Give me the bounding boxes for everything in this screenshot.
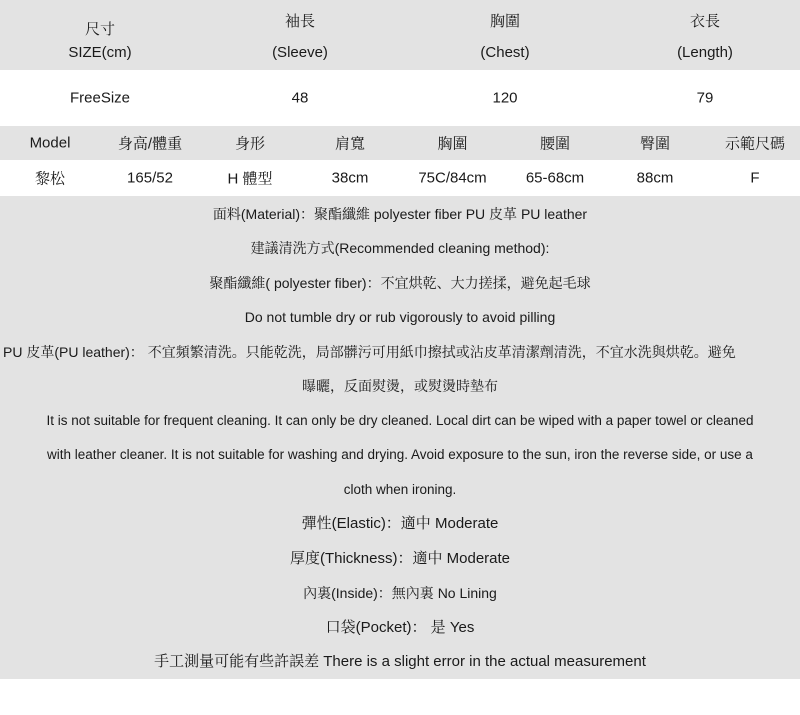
size-value: FreeSize (69, 89, 131, 107)
shoulder-header: 肩寬 (334, 135, 365, 153)
model-name: 黎松 (34, 170, 65, 188)
hip-value: 88cm (636, 169, 674, 187)
size-table-header (0, 0, 800, 70)
care-notes-panel (0, 196, 800, 679)
pu-care-en-line1: It is not suitable for frequent cleaning. It can only be dry cleaned. Local dirt can be wiped with a paper towel or cleaned (46, 413, 754, 428)
size-header-en: SIZE(cm) (68, 44, 132, 61)
pocket-note: 口袋(Pocket)： 是 Yes (325, 619, 475, 636)
measurement-error-note: 手工測量可能有些許誤差 There is a slight error in the actual measurement (154, 653, 646, 670)
polyester-care-zh: 聚酯纖維( polyester fiber)：不宜烘乾、大力搓揉，避免起毛球 (209, 275, 591, 291)
elastic-note: 彈性(Elastic)：適中 Moderate (301, 515, 499, 532)
size-header-zh: 尺寸 (84, 21, 115, 38)
pu-care-en-line3: cloth when ironing. (343, 482, 457, 497)
demo-size-header: 示範尺碼 (724, 135, 785, 153)
model-table-row (0, 160, 800, 196)
sleeve-value: 48 (291, 89, 309, 107)
chest-header-en: (Chest) (480, 44, 530, 61)
body-shape-header: 身形 (234, 135, 265, 153)
height-weight-header: 身高/體重 (117, 135, 183, 153)
material-note: 面料(Material)：聚酯纖維 polyester fiber PU 皮革 PU leather (212, 206, 588, 222)
height-weight-value: 165/52 (127, 169, 173, 187)
pu-care-zh-line2: 曝曬，反面熨燙，或熨燙時墊布 (302, 378, 498, 394)
model-table-header (0, 126, 800, 160)
shoulder-value: 38cm (331, 169, 369, 187)
sleeve-header-en: (Sleeve) (272, 44, 328, 61)
polyester-care-en: Do not tumble dry or rub vigorously to avoid pilling (244, 309, 556, 325)
size-table-row (0, 70, 800, 126)
demo-size-value: F (750, 169, 760, 187)
inside-note: 內裏(Inside)：無內裏 No Lining (303, 585, 497, 601)
length-header-zh: 衣長 (689, 13, 720, 30)
waist-header: 腰圍 (539, 135, 570, 153)
chest-header-zh: 胸圍 (489, 13, 520, 30)
hip-header: 臀圍 (639, 135, 670, 153)
pu-care-en-line2: with leather cleaner. It is not suitable for washing and drying. Avoid exposure to the sun, iron the reverse side, or use a (47, 447, 753, 462)
chest-value: 120 (492, 89, 518, 107)
pu-care-zh-line1: PU 皮革(PU leather)： 不宜頻繁清洗。只能乾洗，局部髒污可用紙巾擦拭或沾皮革清潔劑清洗，不宜水洗與烘乾。避免 (3, 344, 736, 360)
thickness-note: 厚度(Thickness)：適中 Moderate (289, 550, 511, 567)
length-value: 79 (696, 89, 714, 107)
chest-value: 75C/84cm (418, 169, 487, 187)
body-shape-value: H 體型 (227, 170, 273, 188)
waist-value: 65-68cm (525, 169, 585, 187)
cleaning-method-title: 建議清洗方式(Recommended cleaning method): (250, 240, 550, 256)
model-header: Model (29, 134, 71, 152)
sleeve-header-zh: 袖長 (284, 13, 315, 30)
length-header-en: (Length) (677, 44, 733, 61)
chest-header: 胸圍 (437, 135, 468, 153)
